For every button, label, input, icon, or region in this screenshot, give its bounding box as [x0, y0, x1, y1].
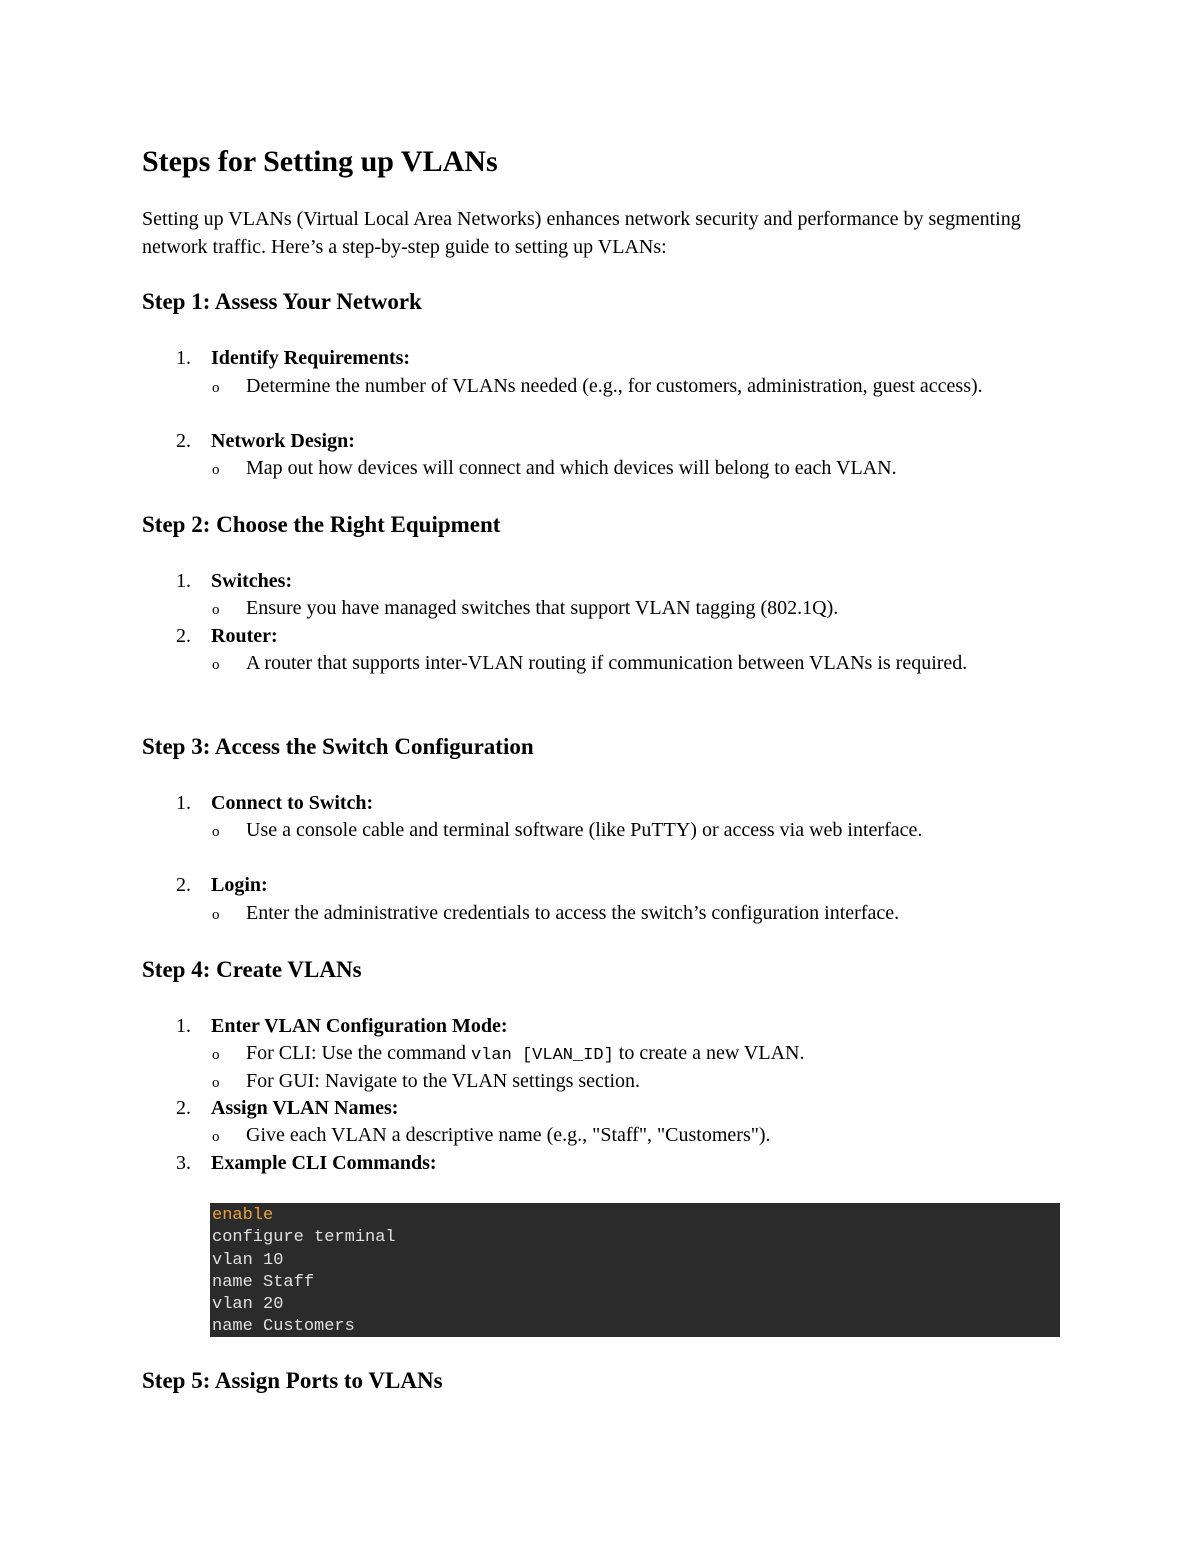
bullet-icon: o: [212, 1075, 220, 1091]
list-item: 3. Example CLI Commands:: [176, 1152, 437, 1174]
code-line: enable: [212, 1206, 274, 1225]
intro-paragraph: Setting up VLANs (Virtual Local Area Networks) enhances network security and performance by segmenting network traffic. Here’s a step-by-step guide to setting up VLANs:: [142, 208, 1021, 258]
list-item: 1. Identify Requirements:: [176, 347, 411, 369]
sub-list-item: o Enter the administrative credentials to access the switch’s configuration interface.: [246, 899, 1066, 927]
code-line: name Staff: [212, 1272, 315, 1292]
sub-list-item: o Give each VLAN a descriptive name (e.g., "Staff", "Customers").: [246, 1121, 1046, 1149]
list-item: 1. Switches:: [176, 570, 293, 592]
list-item: 1. Connect to Switch:: [176, 792, 374, 814]
page-title: Steps for Setting up VLANs: [142, 145, 498, 178]
bullet-icon: o: [212, 380, 220, 396]
sub-list-item: o For CLI: Use the command vlan [VLAN_ID] to create a new VLAN.: [246, 1039, 1046, 1070]
bullet-icon: o: [212, 1047, 220, 1063]
bullet-icon: o: [212, 907, 220, 923]
sub-list-item: o A router that supports inter-VLAN routing if communication between VLANs is required.: [246, 649, 1046, 677]
bullet-icon: o: [212, 824, 220, 840]
code-line: vlan 10: [212, 1250, 284, 1270]
bullet-icon: o: [212, 602, 220, 618]
step-1-heading: Step 1: Assess Your Network: [142, 289, 422, 314]
list-item: 2. Network Design:: [176, 430, 355, 452]
step-3-heading: Step 3: Access the Switch Configuration: [142, 734, 534, 759]
bullet-icon: o: [212, 1129, 220, 1145]
list-item: 2. Login:: [176, 874, 268, 896]
step-5-heading: Step 5: Assign Ports to VLANs: [142, 1368, 443, 1393]
bullet-icon: o: [212, 657, 220, 673]
code-line: name Customers: [212, 1317, 355, 1337]
code-line: vlan 20: [212, 1295, 284, 1315]
sub-list-item: o Ensure you have managed switches that support VLAN tagging (802.1Q).: [246, 594, 1046, 622]
sub-list-item: o Use a console cable and terminal software (like PuTTY) or access via web interface.: [246, 816, 966, 844]
list-item: 2. Router:: [176, 625, 278, 647]
bullet-icon: o: [212, 462, 220, 478]
list-item: 1. Enter VLAN Configuration Mode:: [176, 1015, 508, 1037]
step-4-heading: Step 4: Create VLANs: [142, 957, 362, 982]
sub-list-item: o Map out how devices will connect and which devices will belong to each VLAN.: [246, 454, 1066, 482]
sub-list-item: o For GUI: Navigate to the VLAN settings section.: [246, 1067, 1046, 1095]
inline-code: vlan [VLAN_ID]: [470, 1046, 614, 1065]
code-block: [210, 1203, 1060, 1337]
step-2-heading: Step 2: Choose the Right Equipment: [142, 512, 501, 537]
sub-list-item: o Determine the number of VLANs needed (e.g., for customers, administration, guest access).: [246, 372, 1046, 400]
code-line: configure terminal: [212, 1228, 396, 1248]
list-item: 2. Assign VLAN Names:: [176, 1097, 399, 1119]
